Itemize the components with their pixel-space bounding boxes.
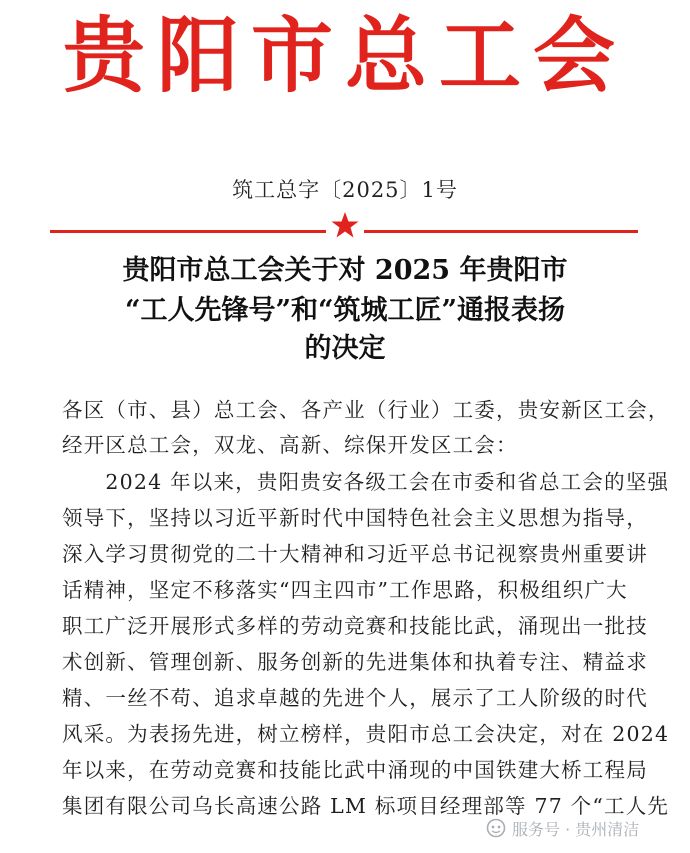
body-line: 领导下，坚持以习近平新时代中国特色社会主义思想为指导，	[62, 506, 648, 530]
letterhead-title: 贵阳市总工会	[62, 8, 627, 104]
document-number: 筑工总字〔2025〕1号	[232, 178, 458, 202]
watermark-text: 服务号 · 贵州清洁	[512, 819, 640, 839]
body-line: 年以来，在劳动竞赛和技能比武中涌现的中国铁建大桥工程局	[62, 758, 648, 782]
body-line: 深入学习贯彻党的二十大精神和习近平总书记视察贵州重要讲	[62, 542, 648, 566]
body-line-addressee-cont: 经开区总工会，双龙、高新、综保开发区工会：	[62, 433, 518, 457]
document-title-line-3: 的决定	[304, 333, 386, 364]
red-divider-right	[364, 230, 638, 233]
red-divider-left	[50, 230, 326, 233]
body-line: 术创新、管理创新、服务创新的先进集体和执着专注、精益求	[62, 650, 648, 674]
body-line: 话精神，坚定不移落实“四主四市”工作思路，积极组织广大	[62, 578, 628, 602]
document-title-line-1: 贵阳市总工会关于对 2025 年贵阳市	[122, 255, 568, 286]
red-star-icon	[330, 210, 360, 240]
body-line: 精、一丝不苟、追求卓越的先进个人，展示了工人阶级的时代	[62, 686, 648, 710]
body-line-addressee: 各区（市、县）总工会、各产业（行业）工委，贵安新区工会，	[62, 398, 670, 422]
body-line: 2024 年以来，贵阳贵安各级工会在市委和省总工会的坚强	[62, 470, 670, 494]
document-title-line-2: “工人先锋号”和“筑城工匠”通报表扬	[124, 295, 566, 326]
wechat-account-icon	[486, 818, 506, 838]
body-line: 集团有限公司乌长高速公路 LM 标项目经理部等 77 个“工人先	[62, 794, 670, 818]
body-line: 职工广泛开展形式多样的劳动竞赛和技能比武，涌现出一批技	[62, 614, 648, 638]
watermark	[486, 814, 639, 842]
body-line: 风采。为表扬先进，树立榜样，贵阳市总工会决定，对在 2024	[62, 722, 670, 746]
